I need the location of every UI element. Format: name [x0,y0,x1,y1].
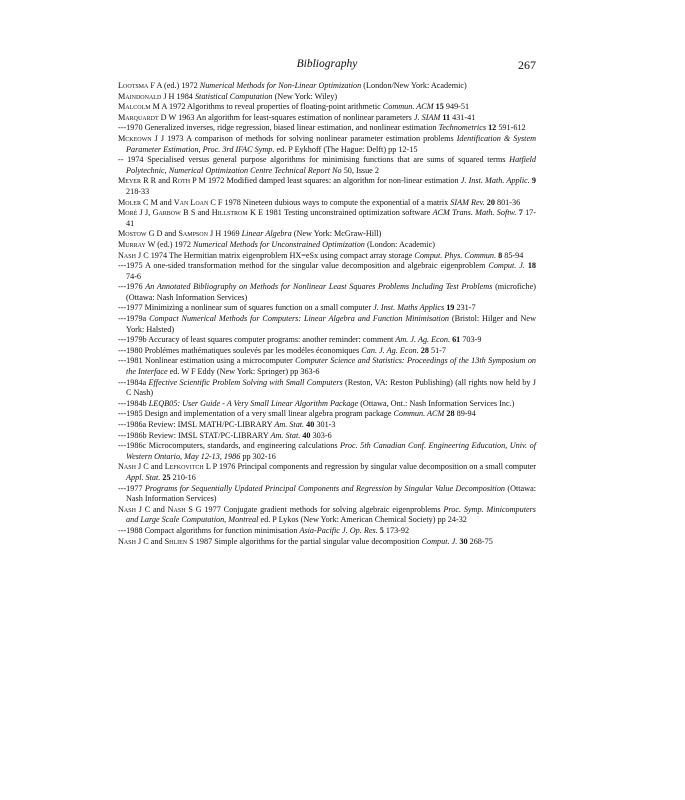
bibliography-entry: ---1981 Nonlinear estimation using a microcomputer Computer Science and Statistics: Proceedings of the 13th Symposium on the Interface ed. W F Eddy (New York: Springer) pp 363-6 [118,356,537,377]
bibliography-list [118,81,536,547]
bibliography-entry: ---1979a Compact Numerical Methods for Computers: Linear Algebra and Function Minimisation (Bristol: Hilger and New York: Halsted) [118,314,536,334]
page-header [118,58,536,74]
bibliography-entry: Malcolm M A 1972 Algorithms to reveal properties of floating-point arithmetic Commun. ACM 15 949-51 [118,102,470,112]
bibliography-entry: Lootsma F A (ed.) 1972 Numerical Methods for Non-Linear Optimization (London/New York: Academic) [118,81,467,90]
bibliography-entry: Moré J J, Garbow B S and Hillstrom K E 1981 Testing unconstrained optimization software ACM Trans. Math. Softw. 7 17-41 [118,208,536,228]
bibliography-entry: Nash J C 1974 The Hermitian matrix eigenproblem HX=eSx using compact array storage Comput. Phys. Commun. 8 85-94 [118,250,524,260]
bibliography-entry: Marquardt D W 1963 An algorithm for least-squares estimation of nonlinear parameters J. SIAM 11 431-41 [118,112,476,122]
bibliography-entry: ---1977 Minimizing a nonlinear sum of squares function on a small computer J. Inst. Maths Applics 19 231-7 [118,303,476,313]
running-title: Bibliography [296,58,358,70]
bibliography-entry: Moler C M and Van Loan C F 1978 Nineteen dubious ways to compute the exponential of a matrix SIAM Rev. 20 801-36 [118,197,521,207]
page-number: 267 [518,58,536,72]
bibliography-entry: ---1988 Compact algorithms for function minimisation Asia-Pacific J. Op. Res. 5 173-92 [118,525,410,535]
bibliography-entry: ---1984a Effective Scientific Problem Solving with Small Computers (Reston, VA: Reston Publishing) (all rights now held by J C Nash) [118,377,536,398]
bibliography-entry: ---1979b Accuracy of least squares computer programs: another reminder: comment Am. J. Ag. Econ. 61 703-9 [118,335,482,345]
bibliography-entry: -- 1974 Specialised versus general purpose algorithms for minimising functions that are sums of squared terms Hatfield Polytechnic, Numerical Optimization Centre Technical Report No 50, Issue 2 [118,155,536,175]
bibliography-entry: ---1975 A one-sided transformation method for the singular value decomposition and algebraic eigenproblem Comput. J. 18 74-6 [118,261,536,281]
bibliography-entry: Murray W (ed.) 1972 Numerical Methods for Unconstrained Optimization (London: Academic) [118,239,435,249]
bibliography-entry: ---1986a Review: IMSL MATH/PC-LIBRARY Am. Stat. 40 301-3 [118,420,336,429]
bibliography-entry: ---1986b Review: IMSL STAT/PC-LIBRARY Am. Stat. 40 303-6 [118,430,332,440]
bibliography-entry: ---1986c Microcomputers, standards, and engineering calculations Proc. 5th Canadian Conf. Engineering Education, Univ. of Western Ontario, May 12-13, 1986 pp 302-16 [118,441,536,461]
bibliography-entry: Mostow G D and Sampson J H 1969 Linear Algebra (New York: McGraw-Hill) [118,229,382,239]
bibliography-entry: ---1984b LEQB05: User Guide - A Very Small Linear Algorithm Package (Ottawa, Ont.: Nash Information Services Inc.) [118,398,515,408]
bibliography-entry: ---1977 Programs for Sequentially Updated Principal Components and Regression by Singular Value Decomposition (Ottawa: Nash Information Services) [118,483,536,504]
bibliography-entry: ---1980 Problémes mathématiques soulevés par les modéles économiques Can. J. Ag. Econ. 28 51-7 [118,345,446,355]
bibliography-entry: Mckeown J J 1973 A comparison of methods for solving nonlinear parameter estimation problems Identification & System Parameter Estimation, Proc. 3rd IFAC Symp. ed. P Eykhoff (The Hague: Delft) pp 12-15 [118,133,536,154]
bibliography-entry: Nash J C and Nash S G 1977 Conjugate gradient methods for solving algebraic eigenproblems Proc. Symp. Minicomputers and Large Scale Computation, Montreal ed. P Lykos (New York: American Chemical Society) pp 24-32 [118,504,536,525]
bibliography-entry: Meyer R R and Roth P M 1972 Modified damped least squares: an algorithm for non-linear estimation J. Inst. Math. Applic. 9 218-33 [118,176,537,196]
bibliography-entry: Maindonald J H 1984 Statistical Computation (New York: Wiley) [118,91,338,101]
bibliography-entry: Nash J C and Lefkovitch L P 1976 Principal components and regression by singular value decomposition on a small computer Appl. Stat. 25 210-16 [118,462,536,482]
bibliography-entry: ---1970 Generalized inverses, ridge regression, biased linear estimation, and nonlinear estimation Technometrics 12 591-612 [118,123,526,133]
bibliography-entry: Nash J C and Shlien S 1987 Simple algorithms for the partial singular value decomposition Comput. J. 30 268-75 [118,536,493,546]
bibliography-entry: ---1976 An Annotated Bibliography on Methods for Nonlinear Least Squares Problems Including Test Problems (microfiche) (Ottawa: Nash Information Services) [118,282,536,302]
bibliography-entry: ---1985 Design and implementation of a very small linear algebra program package Commun. ACM 28 89-94 [118,409,476,419]
